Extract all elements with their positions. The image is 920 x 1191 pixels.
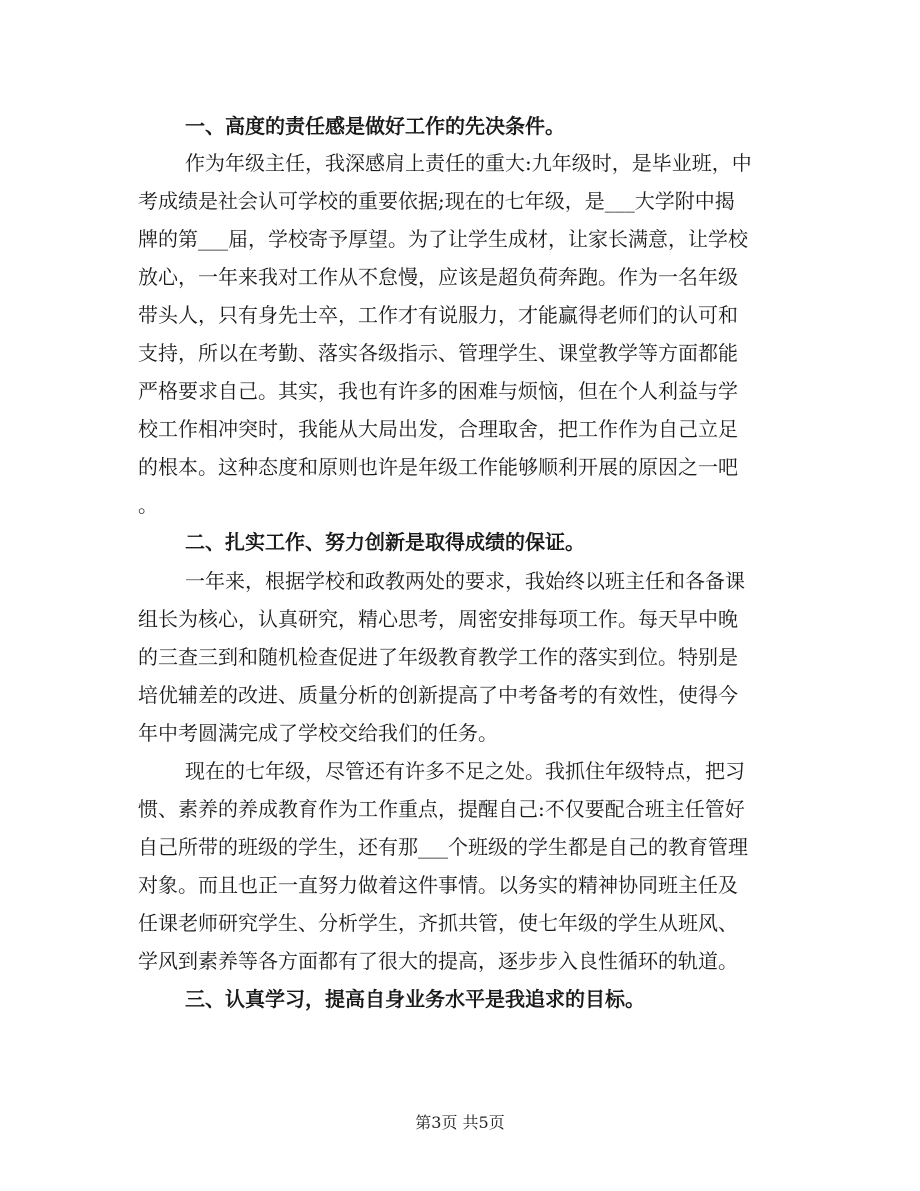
paragraph-line: 牌的第___届，学校寄予厚望。为了让学生成材，让家长满意，让学校 (138, 227, 748, 251)
paragraph-line: 作为年级主任，我深感肩上责任的重大:九年级时，是毕业班，中 (185, 151, 752, 175)
paragraph-line: 考成绩是社会认可学校的重要依据;现在的七年级，是___大学附中揭 (138, 189, 735, 213)
section-heading-3: 三、认真学习，提高自身业务水平是我追求的目标。 (185, 987, 645, 1011)
paragraph-line: 的三查三到和随机检查促进了年级教育教学工作的落实到位。特别是 (138, 645, 738, 669)
paragraph-line: 现在的七年级，尽管还有许多不足之处。我抓住年级特点，把习 (185, 759, 745, 783)
paragraph-line: 组长为核心，认真研究，精心思考，周密安排每项工作。每天早中晚 (138, 607, 738, 631)
paragraph-line: 对象。而且也正一直努力做着这件事情。以务实的精神协同班主任及 (138, 873, 738, 897)
section-heading-2: 二、扎实工作、努力创新是取得成绩的保证。 (185, 530, 585, 554)
paragraph-line: 支持，所以在考勤、落实各级指示、管理学生、课堂教学等方面都能 (138, 341, 738, 365)
paragraph-line: 。 (138, 493, 158, 517)
paragraph-line: 自己所带的班级的学生，还有那___个班级的学生都是自己的教育管理 (138, 835, 748, 859)
paragraph-line: 培优辅差的改进、质量分析的创新提高了中考备考的有效性，使得今 (138, 683, 738, 707)
paragraph-line: 一年来，根据学校和政教两处的要求，我始终以班主任和各备课 (185, 569, 745, 593)
page-number-footer: 第3页 共5页 (415, 1113, 505, 1132)
paragraph-line: 任课老师研究学生、分析学生，齐抓共管，使七年级的学生从班风、 (138, 911, 738, 935)
paragraph-line: 放心，一年来我对工作从不怠慢，应该是超负荷奔跑。作为一名年级 (138, 265, 738, 289)
paragraph-line: 年中考圆满完成了学校交给我们的任务。 (138, 721, 498, 745)
section-heading-1: 一、高度的责任感是做好工作的先决条件。 (185, 114, 565, 138)
paragraph-line: 严格要求自己。其实，我也有许多的困难与烦恼，但在个人利益与学 (138, 379, 738, 403)
paragraph-line: 的根本。这种态度和原则也许是年级工作能够顺利开展的原因之一吧 (138, 455, 738, 479)
paragraph-line: 惯、素养的养成教育作为工作重点，提醒自己:不仅要配合班主任管好 (138, 797, 745, 821)
paragraph-line: 校工作相冲突时，我能从大局出发，合理取舍，把工作作为自己立足 (138, 417, 738, 441)
paragraph-line: 带头人，只有身先士卒，工作才有说服力，才能赢得老师们的认可和 (138, 303, 738, 327)
paragraph-line: 学风到素养等各方面都有了很大的提高，逐步步入良性循环的轨道。 (138, 949, 738, 973)
